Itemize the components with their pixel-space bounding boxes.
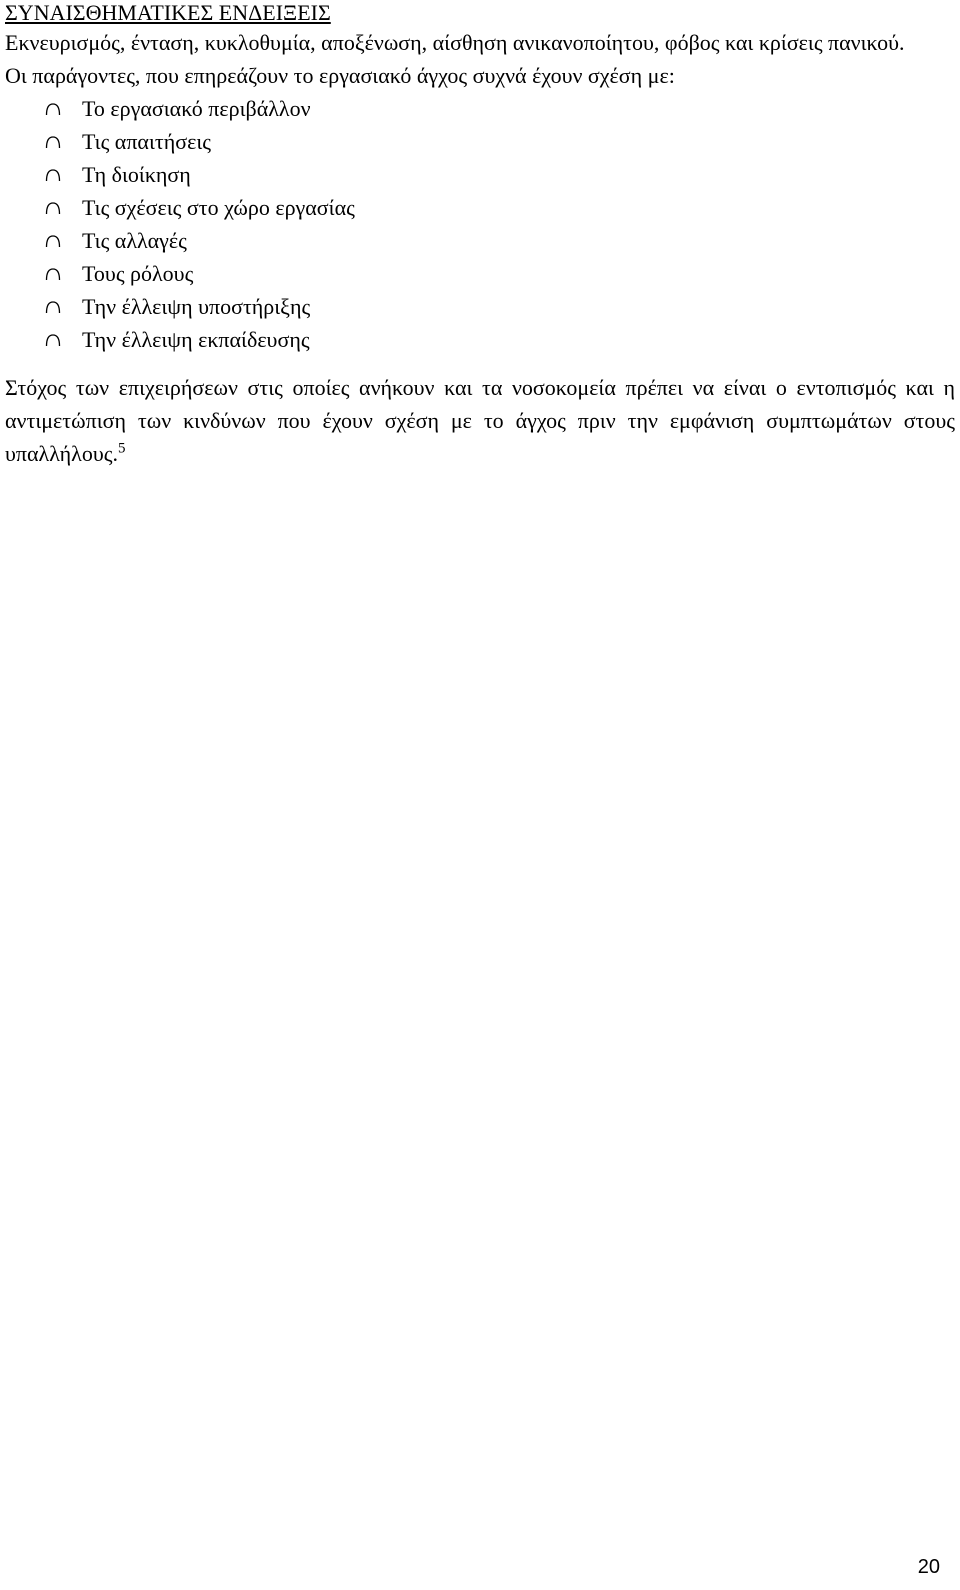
list-item xyxy=(45,290,955,323)
footnote-reference: 5 xyxy=(117,440,126,457)
list-item-label: Το εργασιακό περιβάλλον xyxy=(82,96,311,121)
document-page xyxy=(5,0,955,470)
closing-text: Στόχος των επιχειρήσεων στις οποίες ανήκουν και τα νοσοκομεία πρέπει να είναι ο εντοπισμός και η αντιμετώπιση των κινδύνων που έχουν σχέση με το άγχος πριν την εμφάνιση συμπτωμάτων στους υπαλλήλους. xyxy=(5,375,955,466)
list-item xyxy=(45,191,955,224)
list-item xyxy=(45,257,955,290)
list-item-label: Τις σχέσεις στο χώρο εργασίας xyxy=(82,195,355,220)
list-item-label: Τις αλλαγές xyxy=(82,228,187,253)
list-item-label: Τους ρόλους xyxy=(82,261,194,286)
page-number: 20 xyxy=(917,1556,940,1578)
arc-bullet-icon xyxy=(45,265,61,283)
list-item-label: Τις απαιτήσεις xyxy=(82,129,211,154)
arc-bullet-icon xyxy=(45,133,61,151)
list-item xyxy=(45,323,955,356)
list-item-label: Την έλλειψη εκπαίδευσης xyxy=(82,327,310,352)
arc-bullet-icon xyxy=(45,199,61,217)
list-item xyxy=(45,158,955,191)
arc-bullet-icon xyxy=(45,100,61,118)
arc-bullet-icon xyxy=(45,232,61,250)
emotional-symptoms-paragraph: Εκνευρισμός, ένταση, κυκλοθυμία, αποξένωση, αίσθηση ανικανοποίητου, φόβος και κρίσεις πανικού. xyxy=(5,30,905,55)
arc-bullet-icon xyxy=(45,331,61,349)
list-item-label: Την έλλειψη υποστήριξης xyxy=(82,294,311,319)
section-heading: ΣΥΝΑΙΣΘΗΜΑΤΙΚΕΣ ΕΝΔΕΙΞΕΙΣ xyxy=(5,0,331,25)
list-item-label: Τη διοίκηση xyxy=(82,162,191,187)
arc-bullet-icon xyxy=(45,166,61,184)
closing-paragraph xyxy=(5,371,955,470)
arc-bullet-icon xyxy=(45,298,61,316)
list-item xyxy=(45,125,955,158)
factors-intro: Οι παράγοντες, που επηρεάζουν το εργασιακό άγχος συχνά έχουν σχέση με: xyxy=(5,63,675,88)
list-item xyxy=(45,92,955,125)
list-item xyxy=(45,224,955,257)
factors-list xyxy=(5,92,955,356)
